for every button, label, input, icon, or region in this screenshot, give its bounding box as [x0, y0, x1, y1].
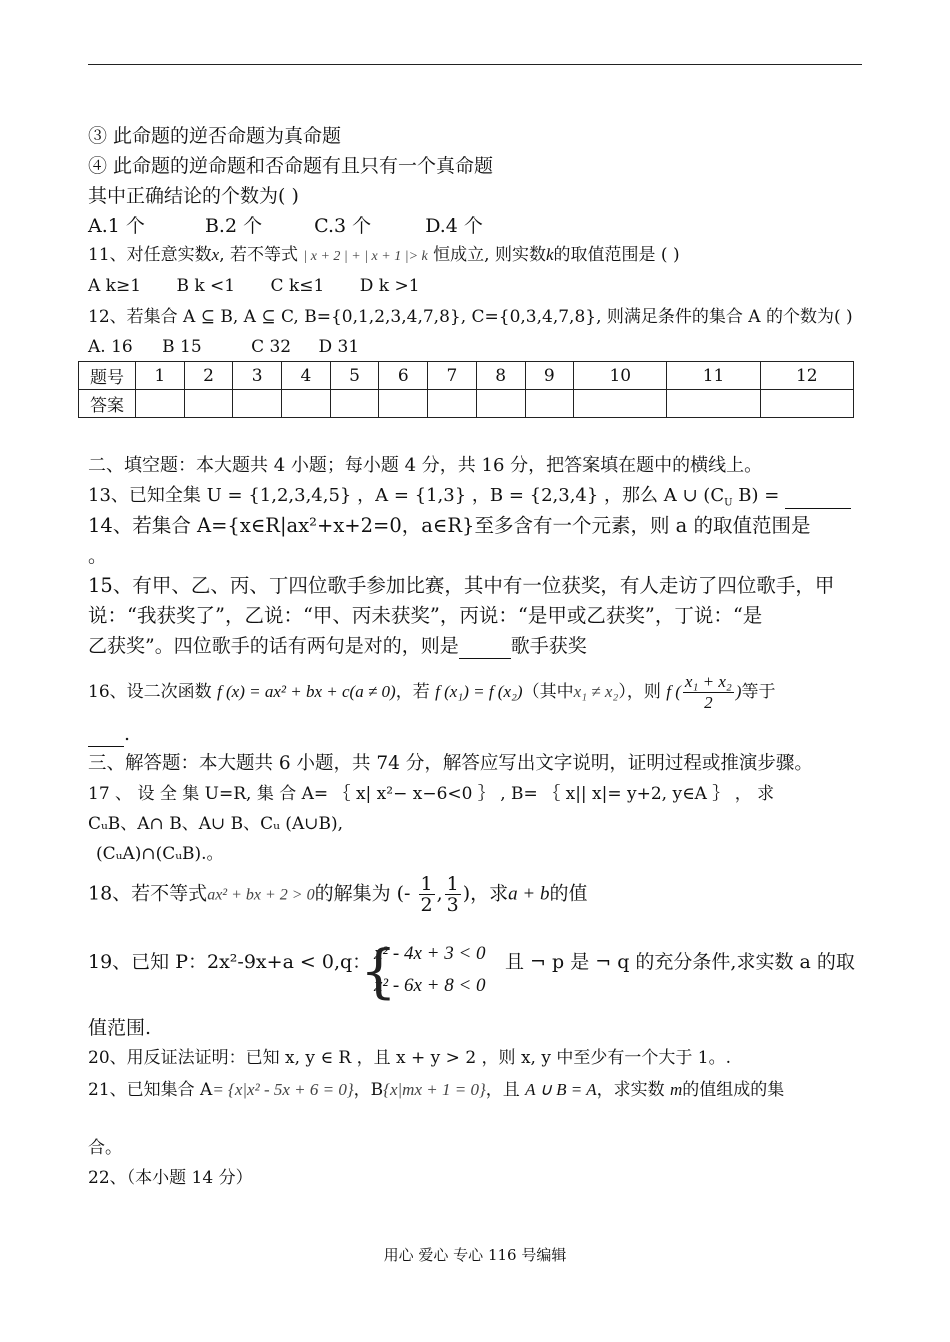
- q21-text: 21、已知集合 A= {x|x² - 5x + 6 = 0}，B{x|mx + 1 = 0}，且 A ∪ B = A，求实数 m的值组成的集: [88, 1080, 785, 1100]
- answer-cell[interactable]: [525, 390, 574, 418]
- q19-system: { x² - 4x + 3 < 0 x² - 6x + 8 < 0: [360, 937, 486, 1005]
- table-header-number: 题号: [79, 362, 136, 390]
- q15-answer-blank[interactable]: [459, 634, 511, 659]
- answer-cell[interactable]: [667, 390, 760, 418]
- q17-line2: CᵤB、A∩ B、A∪ B、Cᵤ (A∪B),: [88, 814, 343, 834]
- q12-text: 12、若集合 A ⊆ B, A ⊆ C, B={0,1,2,3,4,7,8}, C={0,3,4,7,8}, 则满足条件的集合 A 的个数为( ): [88, 307, 853, 327]
- q22-text: 22、（本小题 14 分）: [88, 1168, 253, 1188]
- header-rule: [88, 64, 862, 65]
- q18-fraction-2: $\frac{1}{3}$: [446, 873, 459, 916]
- answer-cell[interactable]: [760, 390, 853, 418]
- q16-text: 16、设二次函数 f (x) = ax² + bx + c(a ≠ 0)，若 f (x₁) = f (x₂)（其中x₁ ≠ x₂），则 f ( $\frac{\text{x₁ + x₂}}{2}$ )等于: [88, 672, 776, 712]
- table-header-answer: 答案: [79, 390, 136, 418]
- q16-fraction: $\frac{\text{x₁ + x₂}}{2}$: [684, 672, 732, 712]
- q15-line2: 说：“我获奖了”，乙说：“甲、丙未获奖”，丙说：“是甲或乙获奖”，丁说：“是: [88, 604, 763, 627]
- q20-text: 20、用反证法证明：已知 x, y ∈ R ，且 x + y > 2 ，则 x, y 中至少有一个大于 1。.: [88, 1048, 731, 1068]
- q18-text: 18、若不等式ax² + bx + 2 > 0的解集为 (- $\frac{1}{2}$ , $\frac{1}{3}$ )，求a + b的值: [88, 873, 588, 916]
- q14-end: 。: [88, 545, 108, 567]
- answer-table-number-row: 题号 1 2 3 4 5 6 7 8 9 10 11 12: [79, 362, 854, 390]
- section2-title: 二、填空题：本大题共 4 小题；每小题 4 分，共 16 分，把答案填在题中的横线上。: [88, 455, 763, 476]
- q11-inequality: | x + 2 | + | x + 1 |> k: [303, 249, 428, 264]
- q19-line2: 值范围.: [88, 1017, 152, 1039]
- answer-cell[interactable]: [330, 390, 379, 418]
- q10-options: [88, 214, 483, 238]
- q10-option-c: C.3 个: [314, 215, 372, 237]
- q10-option-a: A.1 个: [88, 215, 145, 237]
- q17-line3: (CᵤA)∩(CᵤB).。: [96, 844, 224, 864]
- q11-options: A k≥1 B k <1 C k≤1 D k >1: [88, 276, 420, 296]
- q16-answer: .: [88, 722, 130, 747]
- q15-line1: 15、有甲、乙、丙、丁四位歌手参加比赛，其中有一位获奖，有人走访了四位歌手，甲: [88, 574, 835, 597]
- answer-cell[interactable]: [379, 390, 428, 418]
- answer-cell[interactable]: [184, 390, 233, 418]
- q12-options: A. 16 B 15 C 32 D 31: [88, 337, 360, 357]
- q10-prompt: 其中正确结论的个数为( ): [88, 185, 299, 207]
- q17-line1: 17 、 设 全 集 U=R, 集 合 A= ｛ x| x²− x−6<0 ｝ , B= ｛ x|| x|= y+2, y∈A ｝ ， 求: [88, 784, 775, 804]
- q13-answer-blank[interactable]: [785, 484, 851, 509]
- answer-cell[interactable]: [574, 390, 667, 418]
- brace-icon: {: [360, 937, 397, 1005]
- q14-text: 14、若集合 A={x∈R|ax²+x+2=0，a∈R}至多含有一个元素，则 a 的取值范围是: [88, 514, 811, 537]
- q16-answer-blank[interactable]: [88, 722, 124, 747]
- q19-post: 且 ¬ p 是 ¬ q 的充分条件,求实数 a 的取: [505, 951, 855, 973]
- q11-text: 11、对任意实数x, 若不等式 | x + 2 | + | x + 1 |> k 恒成立, 则实数k的取值范围是 ( ): [88, 245, 680, 265]
- q10-item-4: ④ 此命题的逆命题和否命题有且只有一个真命题: [88, 155, 494, 177]
- q10-option-b: B.2 个: [204, 215, 263, 237]
- section3-title: 三、解答题：本大题共 6 小题，共 74 分，解答应写出文字说明，证明过程或推演步骤。: [88, 753, 813, 774]
- q15-line3: 乙获奖”。四位歌手的话有两句是对的，则是 歌手获奖: [88, 635, 587, 657]
- page-footer: 用心 爱心 专心 116 号编辑: [383, 1246, 567, 1264]
- answer-cell[interactable]: [233, 390, 282, 418]
- answer-cell[interactable]: [428, 390, 477, 418]
- answer-table: [78, 361, 854, 418]
- q18-fraction-1: $\frac{1}{2}$: [420, 873, 433, 916]
- q10-option-d: D.4 个: [425, 215, 483, 237]
- answer-cell[interactable]: [136, 390, 185, 418]
- q10-item-3: ③ 此命题的逆否命题为真命题: [88, 125, 342, 147]
- answer-cell[interactable]: [476, 390, 525, 418]
- q19-prefix: 19、已知 P：2x²-9x+a < 0,q：: [88, 951, 372, 973]
- q13-text: 13、已知全集 U = {1,2,3,4,5} ，A = {1,3} ，B = {2,3,4} ，那么 A ∪ ($C_U$ B) =: [88, 484, 851, 516]
- q21-line2: 合。: [88, 1138, 122, 1158]
- answer-table-answer-row: [79, 390, 854, 418]
- answer-cell[interactable]: [282, 390, 331, 418]
